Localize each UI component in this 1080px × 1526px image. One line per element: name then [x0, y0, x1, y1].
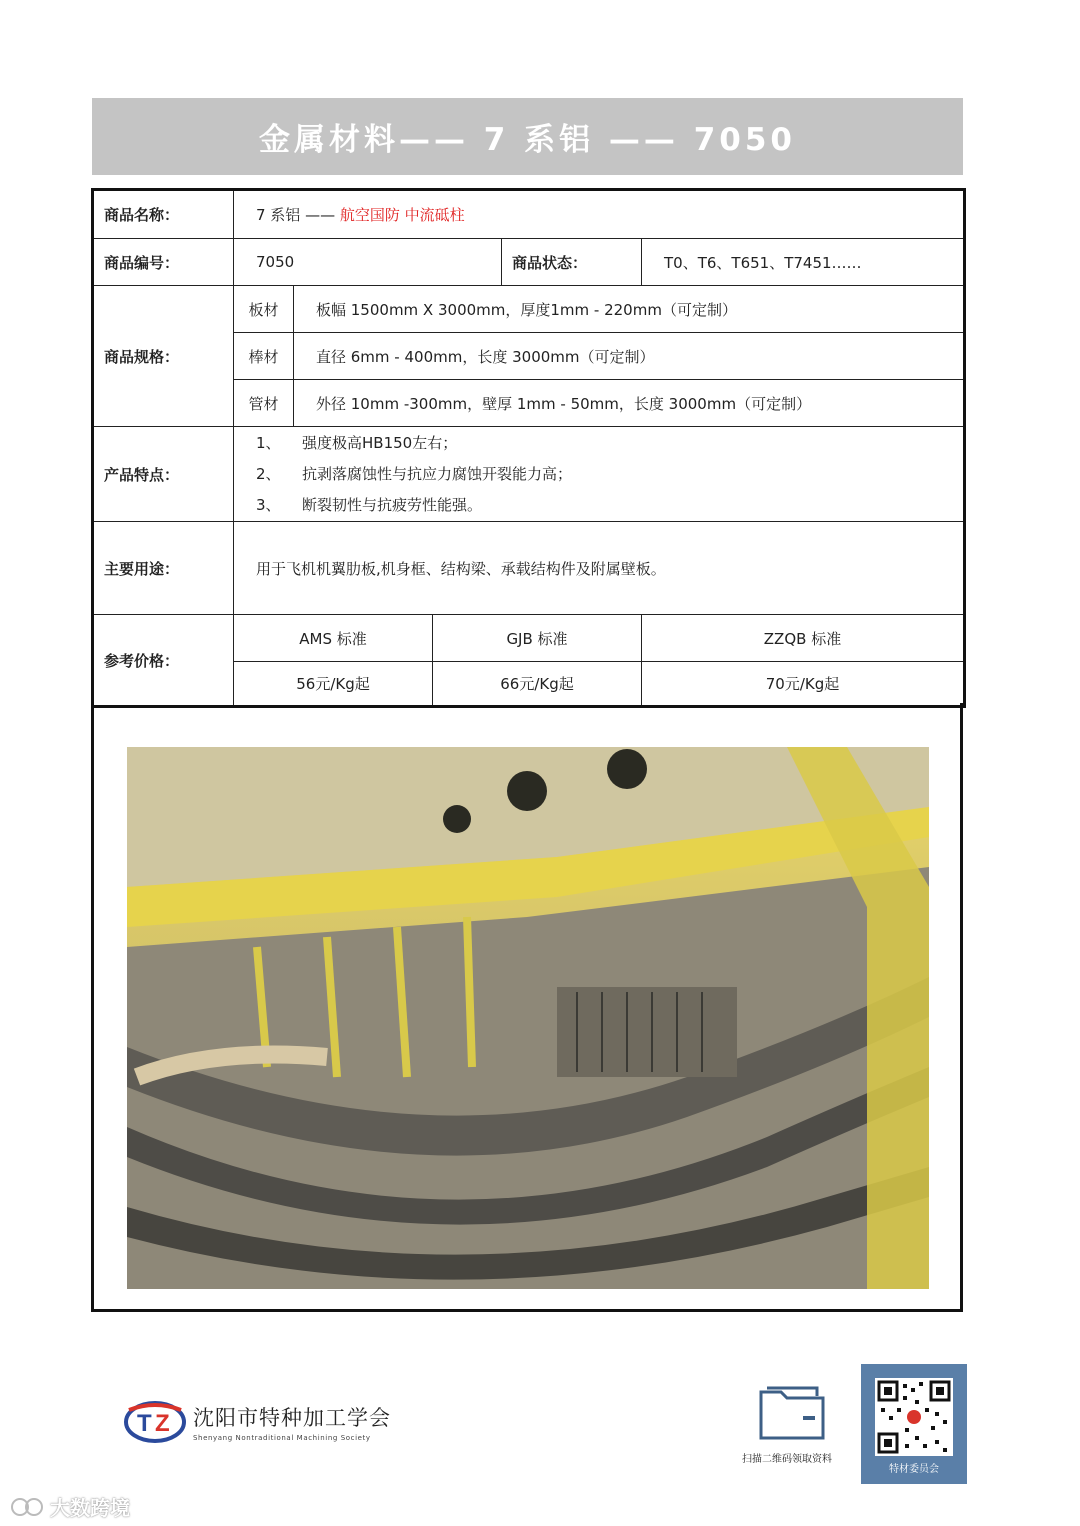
code-value: 7050 [234, 239, 502, 286]
name-prefix: 7 系铝 —— [256, 206, 336, 224]
qr-code-icon [875, 1378, 953, 1456]
price-standard: ZZQB 标准 [642, 615, 965, 662]
spec-type: 板材 [234, 286, 294, 333]
watermark-text: 大数跨境 [50, 1496, 130, 1520]
price-standard: GJB 标准 [433, 615, 642, 662]
title-banner [92, 98, 963, 175]
fuselage-illustration [127, 747, 929, 1289]
usage-text: 用于飞机机翼肋板,机身框、结构梁、承载结构件及附属壁板。 [234, 522, 965, 615]
spec-row [93, 286, 965, 333]
price-value: 56元/Kg起 [234, 662, 433, 707]
price-label: 参考价格： [93, 615, 234, 707]
org-name-en: Shenyang Nontraditional Machining Society [193, 1434, 371, 1442]
price-value: 70元/Kg起 [642, 662, 965, 707]
svg-text:Z: Z [155, 1410, 170, 1437]
price-value: 66元/Kg起 [433, 662, 642, 707]
spec-label: 商品规格： [93, 286, 234, 427]
name-value [234, 190, 965, 239]
folder-caption: 扫描二维码领取资料 [742, 1454, 832, 1465]
society-logo [123, 1400, 391, 1444]
page-title: 金属材料—— 7 系铝 —— 7050 [258, 122, 797, 158]
qr-card[interactable] [861, 1364, 967, 1484]
org-name-cn: 沈阳市特种加工学会 [193, 1406, 391, 1430]
watermark [10, 1492, 130, 1521]
spec-value: 板幅 1500mm X 3000mm，厚度1mm - 220mm（可定制） [294, 286, 965, 333]
price-header-row [93, 615, 965, 662]
folder-block [742, 1382, 832, 1465]
qr-caption: 特材委员会 [889, 1464, 939, 1475]
spec-type: 管材 [234, 380, 294, 427]
row-name [93, 190, 965, 239]
usage-label: 主要用途： [93, 522, 234, 615]
features-label: 产品特点： [93, 427, 234, 522]
name-highlight: 航空国防 中流砥柱 [339, 206, 465, 224]
spec-table [91, 188, 966, 708]
folder-icon [757, 1382, 827, 1442]
feature-item: 1、 强度极高HB150左右； [256, 433, 458, 452]
image-frame [91, 703, 963, 1312]
features-list [234, 427, 965, 522]
row-features [93, 427, 965, 522]
feature-item: 3、 断裂韧性与抗疲劳性能强。 [256, 495, 483, 514]
svg-text:T: T [137, 1410, 152, 1437]
name-label: 商品名称： [93, 190, 234, 239]
spec-value: 直径 6mm - 400mm，长度 3000mm（可定制） [294, 333, 965, 380]
row-usage [93, 522, 965, 615]
spec-value: 外径 10mm -300mm，壁厚 1mm - 50mm，长度 3000mm（可定制） [294, 380, 965, 427]
status-value: T0、T6、T651、T7451…… [642, 239, 965, 286]
spec-type: 棒材 [234, 333, 294, 380]
feature-item: 2、 抗剥落腐蚀性与抗应力腐蚀开裂能力高； [256, 464, 573, 483]
code-label: 商品编号： [93, 239, 234, 286]
status-label: 商品状态： [502, 239, 642, 286]
price-standard: AMS 标准 [234, 615, 433, 662]
watermark-logo-icon [10, 1495, 46, 1519]
row-code [93, 239, 965, 286]
tz-logo-icon [123, 1400, 187, 1444]
aircraft-fuselage-photo [127, 747, 929, 1289]
